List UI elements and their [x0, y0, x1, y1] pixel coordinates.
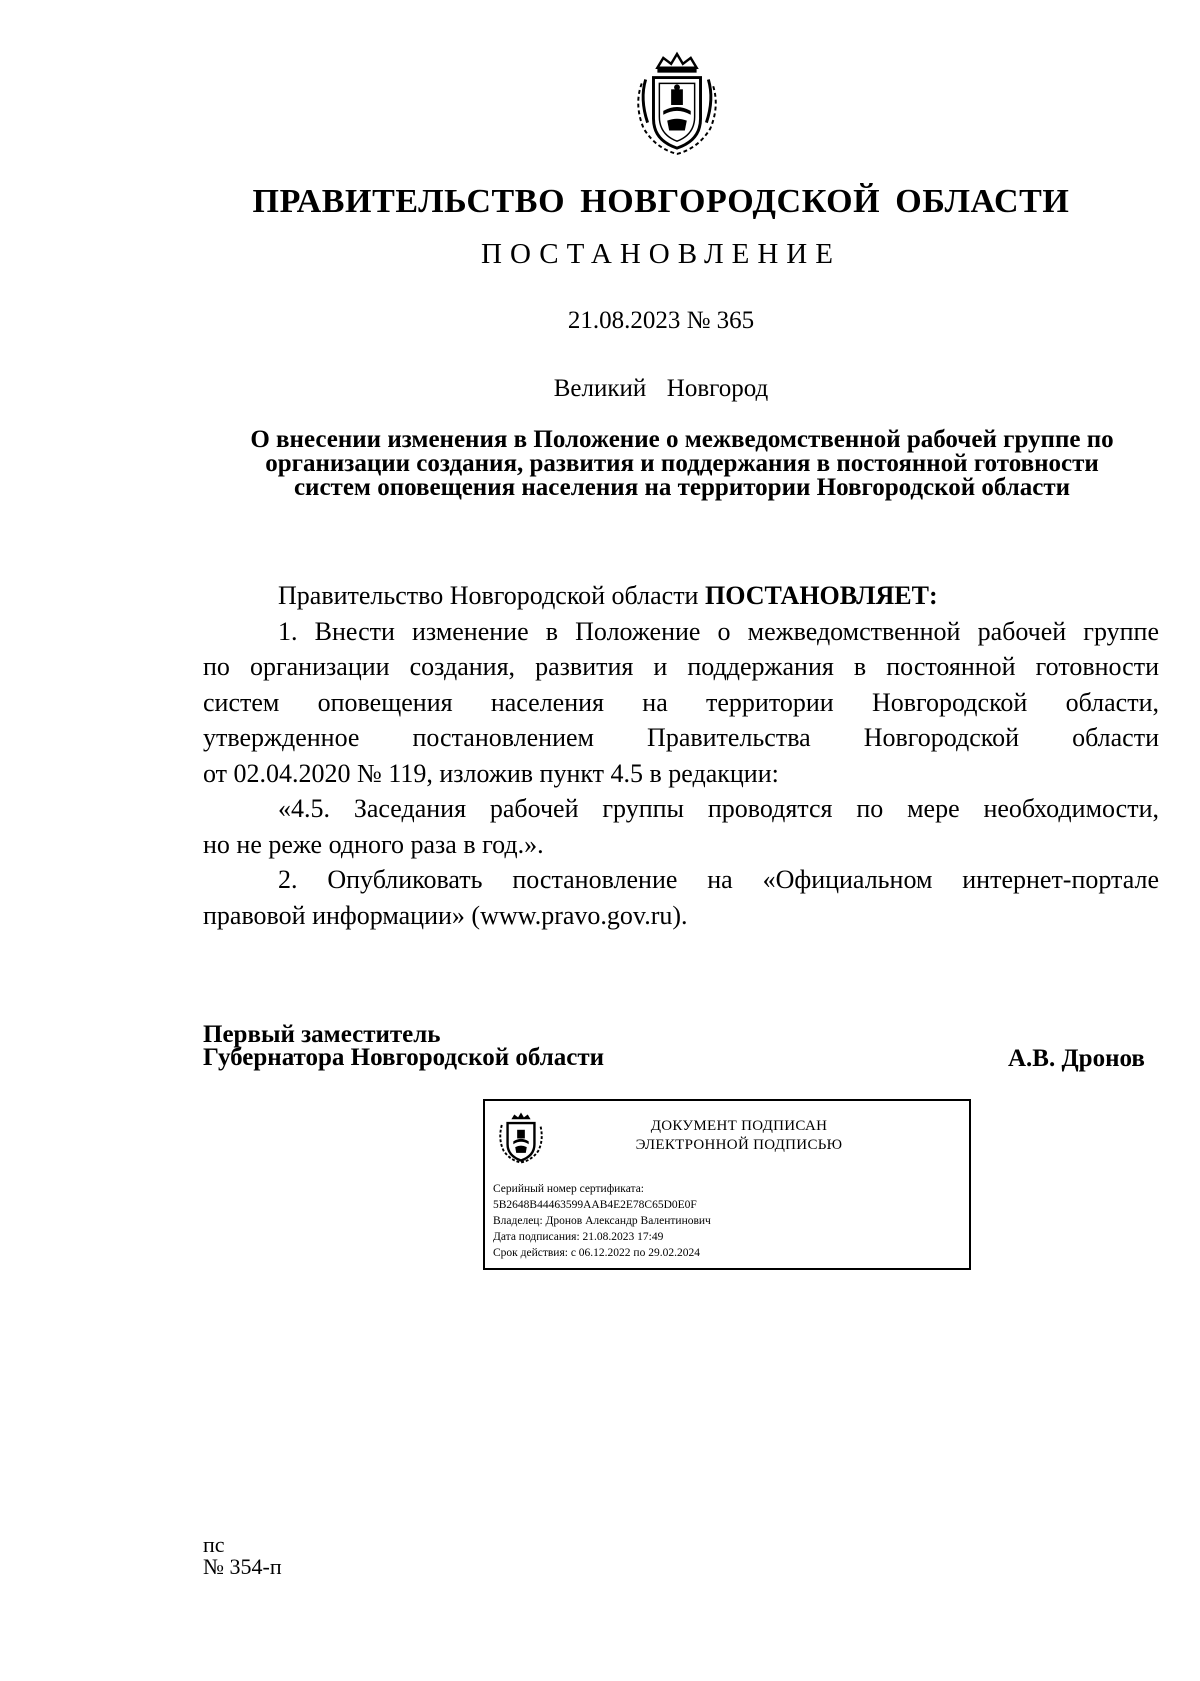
paragraph-line: правовой информации» (www.pravo.gov.ru).: [203, 900, 688, 930]
position-line: Первый заместитель: [203, 1021, 441, 1048]
document-date-number: 21.08.2023 № 365: [567, 307, 755, 334]
stamp-heading-line: ДОКУМЕНТ ПОДПИСАН: [650, 1118, 828, 1134]
coat-of-arms-icon: [628, 50, 726, 158]
paragraph-line: от 02.04.2020 № 119, изложив пункт 4.5 в редакции:: [203, 758, 779, 788]
intro-text: Правительство Новгородской области: [278, 581, 705, 610]
paragraph-line: «4.5. Заседания рабочей группы проводятся по мере необходимости,: [278, 794, 1159, 823]
stamp-details: [493, 1181, 711, 1261]
document-type: ПОСТАНОВЛЕНИЕ: [481, 238, 841, 270]
footer-line: № 354-п: [203, 1554, 282, 1579]
certificate-validity: Срок действия: с 06.12.2022 по 29.02.2024: [493, 1247, 700, 1259]
certificate-owner: Владелец: Дронов Александр Валентинович: [493, 1215, 711, 1227]
title-line: организации создания, развития и поддержания в постоянной готовности: [265, 450, 1099, 477]
title-line: систем оповещения населения на территории Новгородской области: [293, 474, 1071, 501]
footer-line: пс: [203, 1532, 225, 1557]
e-signature-stamp: [483, 1099, 971, 1270]
document-title: [205, 428, 1159, 500]
stamp-heading-line: ЭЛЕКТРОННОЙ ПОДПИСЬЮ: [635, 1137, 843, 1153]
paragraph-1: [203, 614, 1159, 792]
signed-date: Дата подписания: 21.08.2023 17:49: [493, 1231, 664, 1243]
signatory-name: А.В. Дронов: [1008, 1045, 1145, 1072]
certificate-label: Серийный номер сертификата:: [493, 1183, 644, 1195]
paragraph-2: [203, 862, 1159, 933]
stamp-heading: [569, 1117, 909, 1155]
paragraph-line: систем оповещения населения на территории Новгородской области,: [203, 687, 1159, 717]
paragraph-line: по организации создания, развития и поддержания в постоянной готовности: [203, 652, 1159, 681]
paragraph-line: но не реже одного раза в год.».: [203, 829, 544, 859]
paragraph-line: 2. Опубликовать постановление на «Официальном интернет-портале: [278, 865, 1159, 894]
signatory-position: [203, 1023, 604, 1069]
document-body: [203, 578, 1159, 933]
organization-name: ПРАВИТЕЛЬСТВО НОВГОРОДСКОЙ ОБЛАСТИ: [252, 183, 1070, 220]
intro-resolves: ПОСТАНОВЛЯЕТ:: [704, 581, 938, 610]
position-line: Губернатора Новгородской области: [203, 1044, 605, 1071]
resolution-intro: [203, 578, 1159, 614]
paragraph-line: 1. Внести изменение в Положение о межведомственной рабочей группе: [278, 616, 1159, 646]
quoted-clause: [203, 791, 1159, 862]
document-footer: [203, 1534, 282, 1578]
coat-of-arms-small-icon: [497, 1109, 545, 1165]
document-city: Великий Новгород: [553, 375, 769, 402]
paragraph-line: утвержденное постановлением Правительства Новгородской области: [203, 723, 1159, 752]
title-line: О внесении изменения в Положение о межведомственной рабочей группе по: [250, 426, 1114, 453]
certificate-number: 5B2648B44463599AAB4E2E78C65D0E0F: [493, 1199, 697, 1211]
